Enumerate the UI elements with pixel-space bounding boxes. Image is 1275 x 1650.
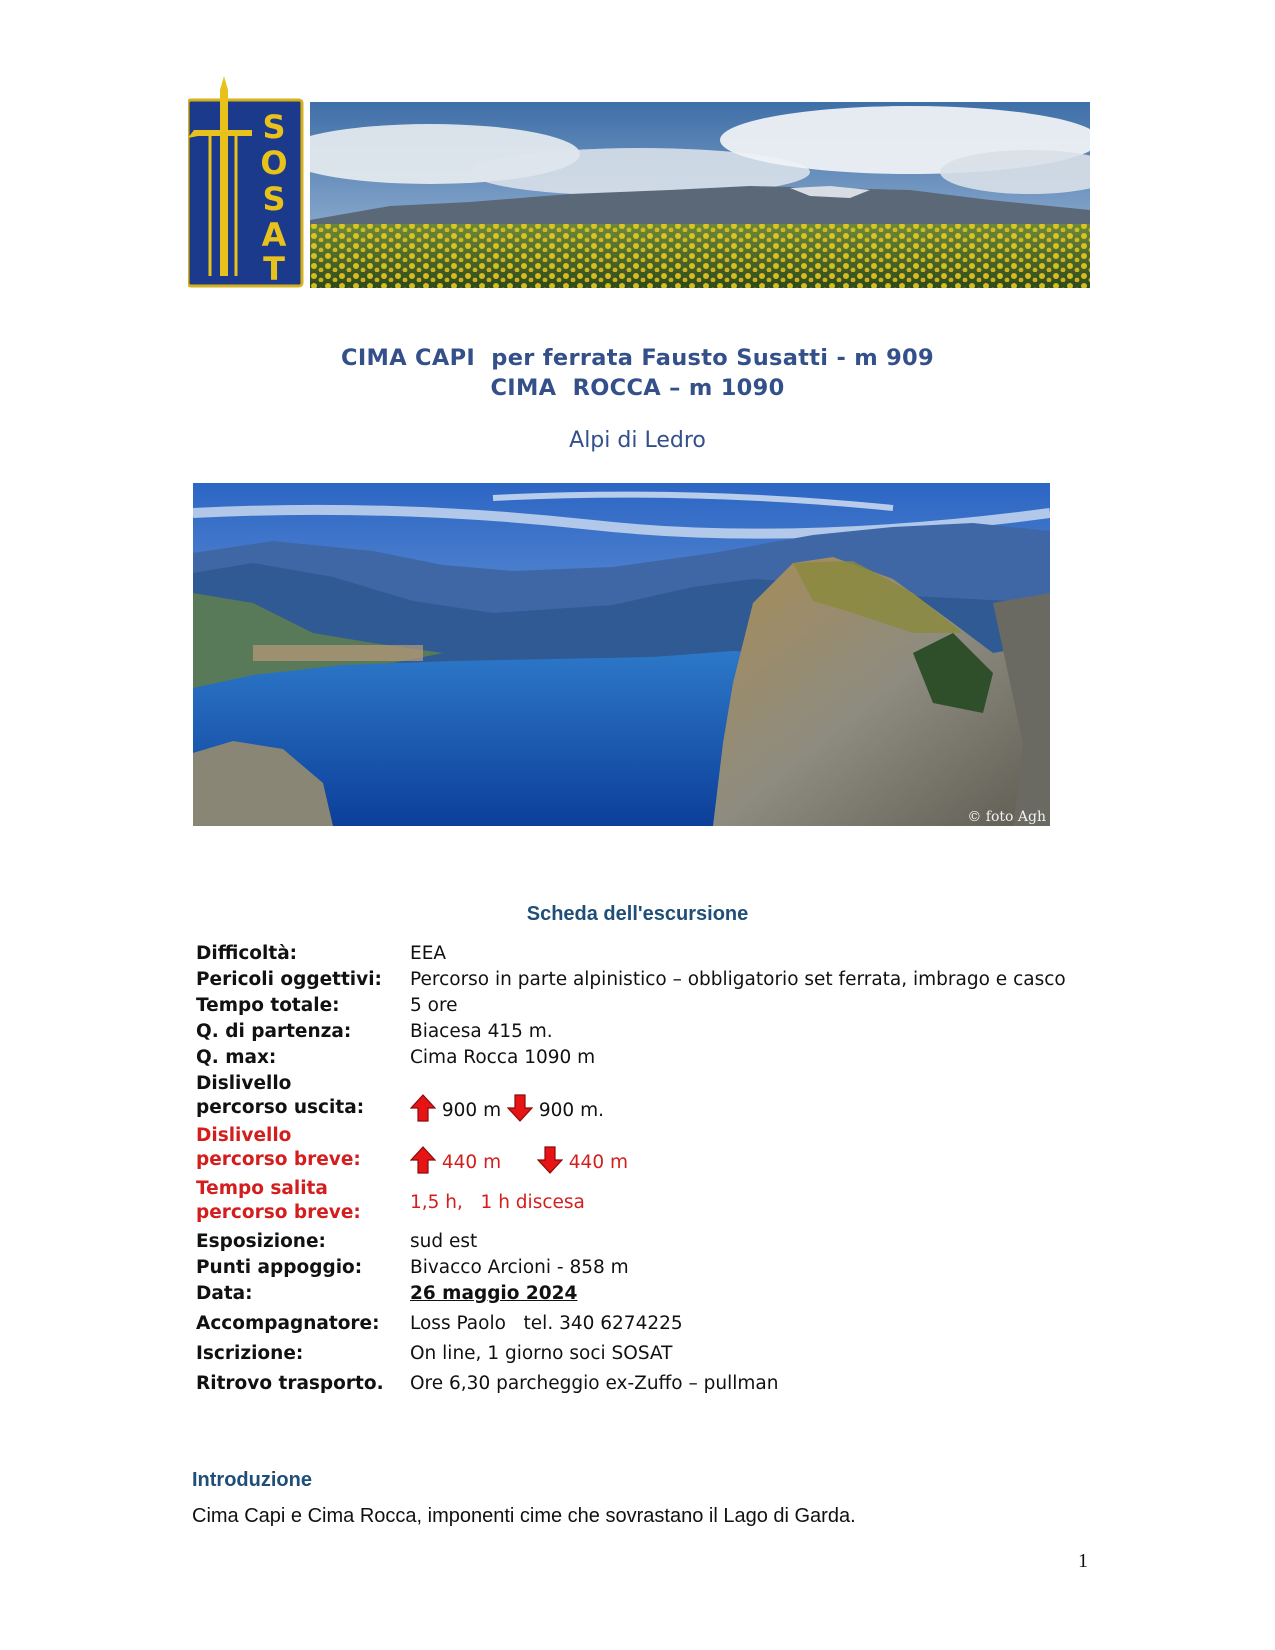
info-value-group [410,1146,628,1175]
dislivello-breve-down-value: 440 m [568,1152,628,1173]
red-up-arrow-icon [410,1094,436,1122]
photo-credit: © foto Agh [967,809,1046,825]
intro-text: Cima Capi e Cima Rocca, imponenti cime che sovrastano il Lago di Garda. [192,1505,856,1527]
title-line-2: CIMA ROCCA – m 1090 [490,375,785,401]
intro-heading: Introduzione [192,1469,312,1491]
info-value: sud est [410,1231,478,1252]
info-label: Esposizione: [196,1231,326,1252]
info-label: Iscrizione: [196,1343,304,1364]
info-label: percorso breve: [196,1202,361,1223]
logo-letter: T [263,250,285,288]
info-label: Q. di partenza: [196,1021,352,1042]
info-value: 5 ore [410,995,458,1016]
info-value: Cima Rocca 1090 m [410,1047,596,1068]
info-label: Difficoltà: [196,943,298,964]
page-number: 1 [1078,1550,1088,1572]
info-row-tempo-breve [196,1177,1126,1227]
info-value: Percorso in parte alpinistico – obbligatorio set ferrata, imbrago e casco [410,969,1066,990]
title-line-1: CIMA CAPI per ferrata Fausto Susatti - m 909 [341,345,934,371]
dislivello-down-value: 900 m. [538,1100,604,1121]
lake-photo [193,483,1050,826]
logo-letter: A [261,216,287,254]
logo-letter: O [260,144,288,182]
info-value: 1,5 h, 1 h discesa [410,1192,585,1213]
mountain-meadow-dandelion-banner-icon [310,102,1090,288]
lake-garda-panorama-photo-icon [193,483,1050,826]
info-label: Tempo totale: [196,995,340,1016]
red-down-arrow-icon [507,1094,533,1122]
info-value-group [410,1094,604,1123]
info-value: Bivacco Arcioni - 858 m [410,1257,629,1278]
sosat-logo [188,76,304,288]
scheda-heading: Scheda dell'escursione [526,903,749,925]
info-label: Pericoli oggettivi: [196,969,382,990]
mountain-meadow-banner [310,102,1090,288]
info-value: Ore 6,30 parcheggio ex-Zuffo – pullman [410,1373,779,1394]
dislivello-up-value: 900 m [441,1100,502,1121]
info-label: Ritrovo trasporto. [196,1373,384,1394]
info-label: Accompagnatore: [196,1313,380,1334]
info-value: On line, 1 giorno soci SOSAT [410,1343,673,1364]
info-label: Data: [196,1283,253,1304]
red-down-arrow-icon [537,1146,563,1174]
info-value: Biacesa 415 m. [410,1021,553,1042]
info-value: EEA [410,943,447,964]
sosat-ice-axe-logo-icon [188,76,304,288]
info-label: Tempo salita [196,1178,328,1199]
subtitle: Alpi di Ledro [569,428,706,453]
info-label: percorso uscita: [196,1097,365,1118]
info-label: Dislivello [196,1073,292,1094]
info-label: Punti appoggio: [196,1257,363,1278]
logo-letter: S [262,180,286,218]
info-row-dislivello-uscita [196,1072,1126,1122]
info-label: Q. max: [196,1047,277,1068]
logo-letter: S [262,108,286,146]
info-value: Loss Paolo tel. 340 6274225 [410,1313,683,1334]
info-value-date: 26 maggio 2024 [410,1283,578,1304]
dislivello-breve-up-value: 440 m [441,1152,502,1173]
red-up-arrow-icon [410,1146,436,1174]
info-row-dislivello-breve [196,1124,1126,1174]
info-label: percorso breve: [196,1149,361,1170]
info-label: Dislivello [196,1125,292,1146]
